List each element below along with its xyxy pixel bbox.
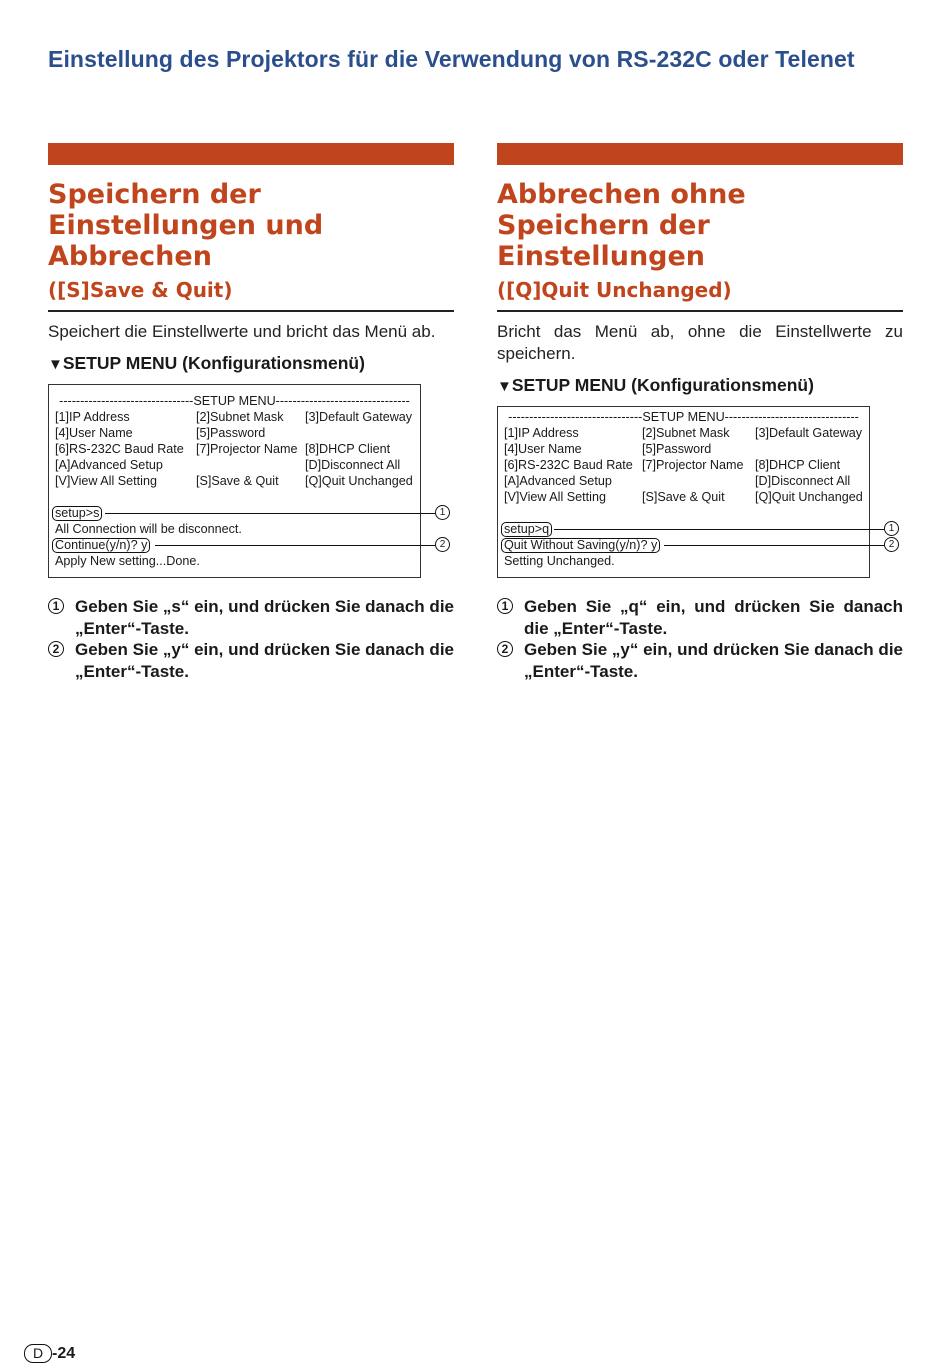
callout-line [554, 529, 884, 530]
terminal-screen [497, 406, 895, 578]
step-number: 2 [497, 641, 513, 657]
language-badge: D [24, 1344, 52, 1363]
right-column [497, 143, 903, 682]
terminal-prompt-line [504, 537, 895, 553]
menu-label: ▼SETUP MENU (Konfigurationsmenü) [48, 353, 365, 373]
step-number: 2 [48, 641, 64, 657]
menu-option: [2]Subnet Mask [196, 410, 284, 424]
terminal-menu-grid [55, 409, 414, 489]
menu-option: [A]Advanced Setup [504, 474, 612, 488]
step-item [497, 596, 903, 639]
menu-option: [7]Projector Name [642, 458, 744, 472]
section-bar [497, 143, 903, 165]
menu-option: [3]Default Gateway [755, 426, 863, 440]
page-title: Einstellung des Projektors für die Verwendung von RS-232C oder Telenet [48, 46, 855, 72]
menu-option: [6]RS-232C Baud Rate [504, 458, 633, 472]
menu-option: [D]Disconnect All [755, 474, 851, 488]
terminal-menu-grid [504, 425, 863, 505]
menu-option [755, 441, 875, 457]
terminal-prompt-line [55, 505, 446, 521]
section-subtitle: ([Q]Quit Unchanged) [497, 278, 732, 302]
step-item [48, 639, 454, 682]
callout-line [105, 513, 435, 514]
triangle-down-icon: ▼ [48, 356, 63, 373]
menu-option: [A]Advanced Setup [55, 458, 163, 472]
callout-marker-1: 1 [884, 521, 899, 536]
step-item [497, 639, 903, 682]
terminal-header: --------------------------------SETUP MENU-------------------------------- [59, 394, 410, 408]
terminal-prompt-line [55, 537, 446, 553]
menu-option: [V]View All Setting [55, 474, 157, 488]
menu-option: [V]View All Setting [504, 490, 606, 504]
callout-line [155, 545, 435, 546]
divider [497, 310, 903, 312]
callout-line [664, 545, 884, 546]
terminal-output-line: Apply New setting...Done. [55, 554, 200, 568]
menu-option: [7]Projector Name [196, 442, 298, 456]
highlighted-input: Quit Without Saving(y/n)? y [501, 538, 660, 553]
section-description: Speichert die Einstellwerte und bricht das Menü ab. [48, 322, 436, 341]
section-title: Speichern der Einstellungen und Abbrechen [48, 179, 324, 272]
menu-option: [8]DHCP Client [755, 458, 841, 472]
step-number: 1 [48, 598, 64, 614]
callout-marker-1: 1 [435, 505, 450, 520]
highlighted-input: Continue(y/n)? y [52, 538, 150, 553]
step-text: Geben Sie „y“ ein, und drücken Sie danach die „Enter“-Taste. [75, 640, 454, 681]
section-bar [48, 143, 454, 165]
menu-option: [Q]Quit Unchanged [755, 490, 863, 504]
step-number: 1 [497, 598, 513, 614]
menu-option: [4]User Name [55, 426, 133, 440]
menu-label: ▼SETUP MENU (Konfigurationsmenü) [497, 375, 814, 395]
page-number-text: -24 [52, 1344, 76, 1362]
menu-option: [1]IP Address [504, 426, 579, 440]
menu-option: [4]User Name [504, 442, 582, 456]
left-column [48, 143, 454, 682]
menu-option [196, 457, 305, 473]
triangle-down-icon: ▼ [497, 378, 512, 395]
terminal-output-line: All Connection will be disconnect. [55, 522, 242, 536]
menu-option: [6]RS-232C Baud Rate [55, 442, 184, 456]
menu-option: [5]Password [196, 426, 266, 440]
divider [48, 310, 454, 312]
menu-option: [1]IP Address [55, 410, 130, 424]
menu-option: [8]DHCP Client [305, 442, 391, 456]
menu-option: [2]Subnet Mask [642, 426, 730, 440]
callout-marker-2: 2 [884, 537, 899, 552]
menu-option: [D]Disconnect All [305, 458, 401, 472]
terminal-header: --------------------------------SETUP MENU-------------------------------- [508, 410, 859, 424]
highlighted-input: setup>s [52, 506, 102, 521]
section-title: Abbrechen ohne Speichern der Einstellungen [497, 179, 746, 272]
page-number [24, 1344, 75, 1363]
menu-option: [S]Save & Quit [196, 474, 279, 488]
terminal-output-line: Setting Unchanged. [504, 554, 615, 568]
menu-option [642, 473, 755, 489]
step-text: Geben Sie „s“ ein, und drücken Sie danach die „Enter“-Taste. [75, 597, 454, 638]
menu-option: [Q]Quit Unchanged [305, 474, 413, 488]
callout-marker-2: 2 [435, 537, 450, 552]
section-subtitle: ([S]Save & Quit) [48, 278, 233, 302]
step-text: Geben Sie „q“ ein, und drücken Sie danach die „Enter“-Taste. [524, 597, 903, 638]
terminal-screen [48, 384, 446, 578]
menu-option: [3]Default Gateway [305, 410, 413, 424]
menu-option: [S]Save & Quit [642, 490, 725, 504]
step-list [48, 596, 454, 682]
step-text: Geben Sie „y“ ein, und drücken Sie danach die „Enter“-Taste. [524, 640, 903, 681]
highlighted-input: setup>q [501, 522, 552, 537]
step-item [48, 596, 454, 639]
step-list [497, 596, 903, 682]
menu-option: [5]Password [642, 442, 712, 456]
terminal-prompt-line [504, 521, 895, 537]
section-description: Bricht das Menü ab, ohne die Einstellwerte zu speichern. [497, 322, 903, 363]
menu-option [305, 425, 425, 441]
